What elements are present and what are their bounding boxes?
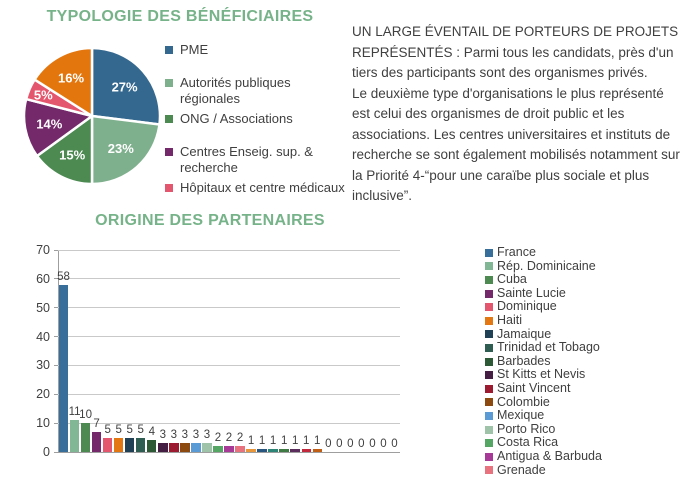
bar-legend-item-jamaique (485, 328, 685, 342)
bar-value-label: 5 (104, 423, 111, 436)
bar-legend-swatch (485, 330, 493, 338)
description-text (352, 22, 685, 207)
bar-rank-19 (257, 449, 266, 452)
y-axis-tick (54, 250, 58, 251)
y-axis-tick (54, 423, 58, 424)
y-axis-label-10: 10 (36, 416, 50, 431)
pie-legend-label: Autorités publiques régionales (180, 75, 291, 106)
bar-legend-label: Mexique (497, 408, 545, 423)
bar-Jamaique (125, 438, 134, 452)
y-axis-tick (54, 365, 58, 366)
bar-value-label: 1 (291, 435, 299, 448)
bar-legend-label: St Kitts et Nevis (497, 367, 586, 382)
bar-legend-item-haiti (485, 314, 685, 328)
bar-value-label: 0 (325, 438, 332, 450)
bar-legend-item-antigua-barbuda (485, 450, 685, 464)
bar-rank-21 (279, 449, 288, 452)
bar-legend-label: Barbades (497, 353, 551, 368)
bar-legend-label: Costa Rica (497, 435, 559, 450)
y-axis-label-0: 0 (43, 445, 50, 459)
bar-legend-item-st-kitts-et-nevis (485, 368, 685, 382)
bar-legend-swatch (485, 276, 493, 284)
bar-Haiti (114, 438, 123, 452)
y-axis-tick (54, 452, 58, 453)
y-axis-label-30: 30 (36, 358, 50, 373)
bar-Rép. Dominicaine (70, 420, 79, 452)
bar-rank-22 (290, 449, 299, 452)
bar-legend-item-mexique (485, 409, 685, 423)
bar-legend-item-r-p-dominicaine (485, 260, 685, 274)
bar-value-label: 3 (192, 429, 200, 442)
y-axis-label-50: 50 (36, 300, 50, 315)
bar-Dominique (103, 438, 112, 452)
bar-legend-swatch (485, 398, 493, 406)
bar-legend-swatch (485, 453, 493, 461)
pie-legend-label: Centres Enseig. sup. & recherche (180, 144, 313, 175)
pie-slice-value-label: 5% (33, 87, 53, 103)
bar-Saint Vincent (169, 443, 178, 452)
bar-legend-swatch (485, 317, 493, 325)
pie-legend-swatch (165, 79, 173, 87)
bar-legend-label: Haiti (497, 312, 523, 327)
bar-value-label: 1 (280, 435, 288, 448)
bar-Costa Rica (213, 446, 222, 452)
bar-legend-swatch (485, 412, 493, 420)
bar-value-label: 2 (236, 432, 244, 445)
bar-value-label: 0 (347, 438, 354, 450)
bar-legend-label: Dominique (497, 299, 557, 314)
bar-legend-item-saint-vincent (485, 382, 685, 396)
bar-value-label: 4 (148, 426, 155, 439)
bar-value-label: 0 (336, 438, 343, 450)
y-axis-label-20: 20 (36, 387, 50, 402)
description-paragraph-2: Le deuxième type d'organisations le plus représenté est celui des organismes de droit public et les associations. Les centres universitaires et instituts de recherche se sont également mobilisés notamment sur la Priorité 4-“pour une caraïbe plus sociale et plus inclusive”. (352, 85, 680, 203)
bar-value-label: 58 (57, 270, 70, 283)
gridline-30 (58, 365, 400, 366)
bar-value-label: 2 (225, 432, 233, 445)
bar-legend-label: Antigua & Barbuda (497, 448, 602, 463)
pie-legend-item (165, 180, 350, 196)
bar-St Kitts et Nevis (158, 443, 167, 452)
bar-value-label: 1 (258, 435, 266, 448)
bar-legend-swatch (485, 290, 493, 298)
bar-value-label: 1 (247, 435, 255, 448)
gridline-40 (58, 336, 400, 337)
bar-value-label: 3 (159, 429, 166, 442)
pie-slice-value-label: 15% (59, 147, 86, 163)
bar-legend-swatch (485, 426, 493, 434)
bar-legend-swatch (485, 358, 493, 366)
pie-legend-swatch (165, 46, 173, 54)
bar-value-label: 1 (314, 435, 321, 448)
bar-legend-swatch (485, 344, 493, 352)
y-axis-label-40: 40 (36, 329, 50, 344)
pie-slice-value-label: 16% (57, 70, 85, 86)
pie-chart (21, 45, 163, 187)
bar-legend-item-dominique (485, 300, 685, 314)
bar-legend-swatch (485, 303, 493, 311)
bar-legend-label: Trinidad et Tobago (497, 340, 600, 355)
pie-legend-label: ONG / Associations (180, 111, 293, 126)
bar-legend-swatch (485, 262, 493, 270)
pie-slice-value-label: 27% (111, 79, 138, 95)
y-axis-tick (54, 394, 58, 395)
bar-value-label: 5 (137, 423, 144, 436)
bar-rank-18 (246, 449, 255, 452)
bar-value-label: 0 (358, 438, 365, 450)
pie-legend-item (165, 75, 350, 107)
y-axis-label-70: 70 (36, 243, 50, 257)
pie-chart-title: TYPOLOGIE DES BÉNÉFICIAIRES (46, 8, 314, 25)
bar-legend-item-porto-rico (485, 423, 685, 437)
bar-legend (485, 246, 685, 477)
bar-value-label: 5 (126, 423, 133, 436)
pie-legend-label: PME (180, 42, 209, 57)
pie-legend-item (165, 42, 350, 58)
bar-value-label: 0 (391, 438, 398, 450)
bar-chart-plot (36, 243, 400, 459)
pie-legend-label: Hôpitaux et centre médicaux (180, 180, 345, 195)
bar-value-label: 11 (68, 406, 81, 419)
bar-value-label: 2 (214, 432, 222, 445)
bar-legend-swatch (485, 249, 493, 257)
y-axis-tick (54, 336, 58, 337)
pie-legend-swatch (165, 184, 173, 192)
bar-value-label: 3 (203, 429, 211, 442)
gridline-60 (58, 278, 400, 279)
bar-Trinidad et Tobago (136, 438, 145, 452)
pie-legend (165, 42, 350, 200)
bar-legend-item-trinidad-et-tobago (485, 341, 685, 355)
pie-slice-value-label: 14% (36, 116, 63, 132)
bar-legend-swatch (485, 371, 493, 379)
bar-legend-item-sainte-lucie (485, 287, 685, 301)
bar-Antigua & Barbuda (224, 446, 233, 452)
bar-value-label: 3 (170, 429, 178, 442)
pie-slice-value-label: 23% (107, 141, 134, 157)
pie-legend-swatch (165, 115, 173, 123)
bar-Colombie (180, 443, 189, 452)
bar-legend-label: Colombie (497, 394, 550, 409)
bar-rank-23 (302, 449, 311, 452)
gridline-70 (58, 250, 400, 251)
bar-legend-item-colombie (485, 396, 685, 410)
bar-legend-item-france (485, 246, 685, 260)
bar-value-label: 0 (369, 438, 376, 450)
bar-value-label: 1 (269, 435, 277, 448)
bar-value-label: 10 (79, 409, 92, 422)
bar-legend-item-costa-rica (485, 436, 685, 450)
pie-legend-item (165, 111, 350, 127)
bar-legend-swatch (485, 439, 493, 447)
bar-value-label: 5 (115, 423, 122, 436)
bar-France (59, 285, 68, 452)
bar-legend-label: Saint Vincent (497, 380, 571, 395)
y-axis-label-60: 60 (36, 271, 50, 286)
bar-legend-label: Sainte Lucie (497, 285, 566, 300)
bar-legend-label: Jamaique (497, 326, 552, 341)
y-axis-tick (54, 307, 58, 308)
pie-legend-item (165, 144, 350, 176)
bar-legend-label: France (497, 245, 536, 259)
bar-legend-item-barbades (485, 355, 685, 369)
bar-legend-label: Rép. Dominicaine (497, 258, 596, 273)
bar-chart-title: ORIGINE DES PARTENAIRES (95, 212, 325, 229)
bar-value-label: 0 (380, 438, 387, 450)
bar-value-label: 7 (93, 417, 100, 430)
bar-legend-item-grenade (485, 464, 685, 478)
bar-legend-label: Grenade (497, 462, 546, 477)
bar-legend-label: Porto Rico (497, 421, 556, 436)
bar-legend-swatch (485, 385, 493, 393)
bar-legend-swatch (485, 466, 493, 474)
bar-Mexique (191, 443, 200, 452)
bar-rank-20 (268, 449, 277, 452)
gridline-20 (58, 394, 400, 395)
gridline-50 (58, 307, 400, 308)
bar-value-label: 3 (181, 429, 189, 442)
bar-legend-item-cuba (485, 273, 685, 287)
pie-legend-swatch (165, 148, 173, 156)
description-paragraph-1: UN LARGE ÉVENTAIL DE PORTEURS DE PROJETS REPRÉSENTÉS : Parmi tous les candidats, près d'un tiers des participants sont des organismes privés. (352, 24, 679, 80)
bar-value-label: 1 (303, 435, 310, 448)
bar-legend-label: Cuba (497, 272, 527, 287)
